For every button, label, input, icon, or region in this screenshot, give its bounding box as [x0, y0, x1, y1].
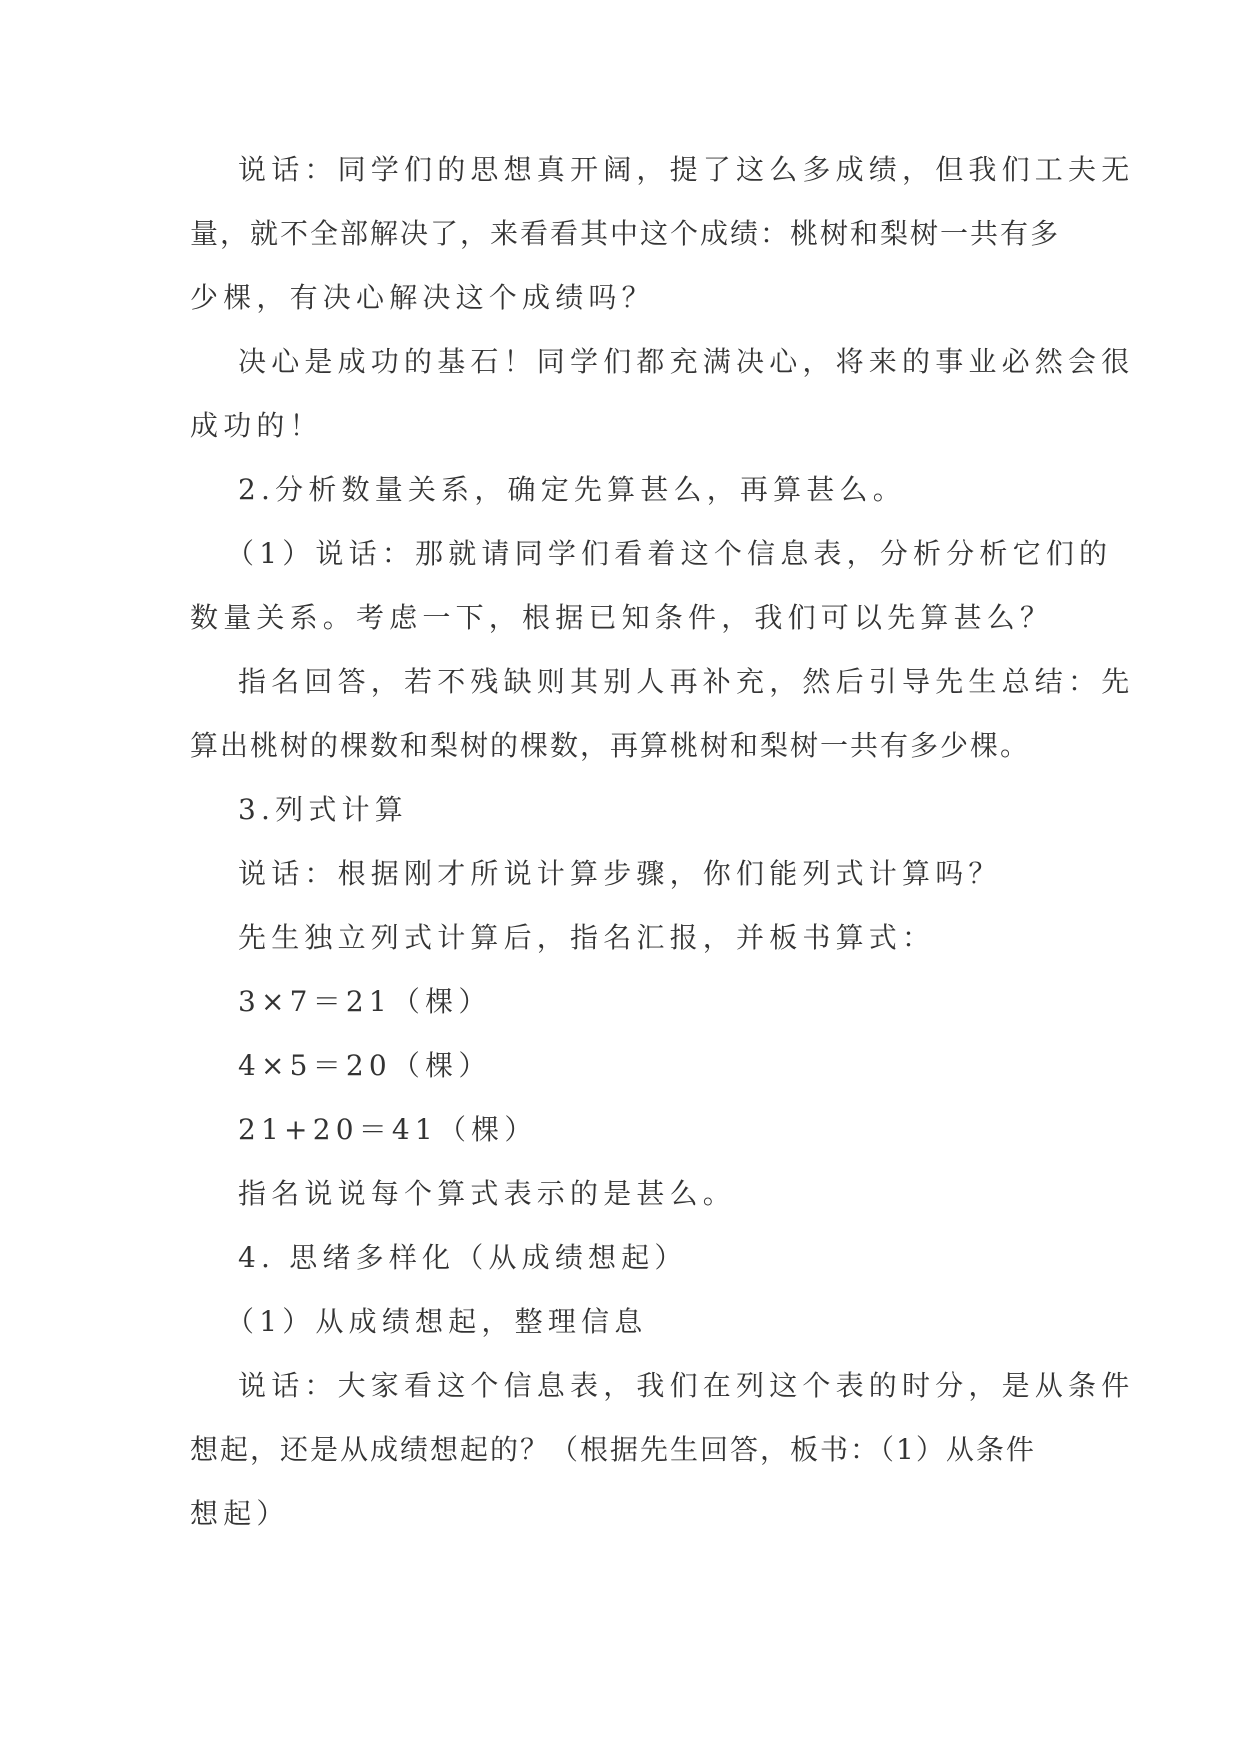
paragraph-line: 数量关系。考虑一下，根据已知条件，我们可以先算甚么？ [190, 601, 1054, 634]
paragraph-line: 说话：根据刚才所说计算步骤，你们能列式计算吗？ [238, 857, 1002, 890]
paragraph-line: 想起） [190, 1497, 290, 1530]
paragraph-line: 说话：同学们的思想真开阔，提了这么多成绩，但我们工夫无 [238, 153, 1135, 186]
section-heading: 2.分析数量关系，确定先算甚么，再算甚么。 [238, 473, 906, 506]
section-heading: 3.列式计算 [238, 793, 408, 826]
paragraph-line: 想起，还是从成绩想起的？（根据先生回答，板书：（1）从条件 [190, 1433, 1036, 1466]
paragraph-line: （1）说话：那就请同学们看着这个信息表，分析分析它们的 [226, 537, 1113, 570]
paragraph-line: 指名回答，若不残缺则其别人再补充，然后引导先生总结：先 [238, 665, 1135, 698]
equation-line: 3×7＝21（棵） [238, 985, 492, 1018]
paragraph-line: 说话：大家看这个信息表，我们在列这个表的时分，是从条件 [238, 1369, 1135, 1402]
section-heading: 4. 思绪多样化（从成绩想起） [238, 1241, 688, 1274]
paragraph-line: 指名说说每个算式表示的是甚么。 [238, 1177, 737, 1210]
equation-line: 4×5＝20（棵） [238, 1049, 492, 1082]
paragraph-line: 先生独立列式计算后，指名汇报，并板书算式： [238, 921, 936, 954]
paragraph-line: （1）从成绩想起，整理信息 [226, 1305, 648, 1338]
paragraph-line: 算出桃树的棵数和梨树的棵数，再算桃树和梨树一共有多少棵。 [190, 729, 1031, 762]
paragraph-line: 量，就不全部解决了，来看看其中这个成绩：桃树和梨树一共有多 [190, 217, 1061, 250]
paragraph-line: 决心是成功的基石！同学们都充满决心，将来的事业必然会很 [238, 345, 1135, 378]
equation-line: 21+20＝41（棵） [238, 1113, 538, 1146]
paragraph-line: 成功的！ [190, 409, 323, 442]
paragraph-line: 少棵，有决心解决这个成绩吗？ [190, 281, 655, 314]
